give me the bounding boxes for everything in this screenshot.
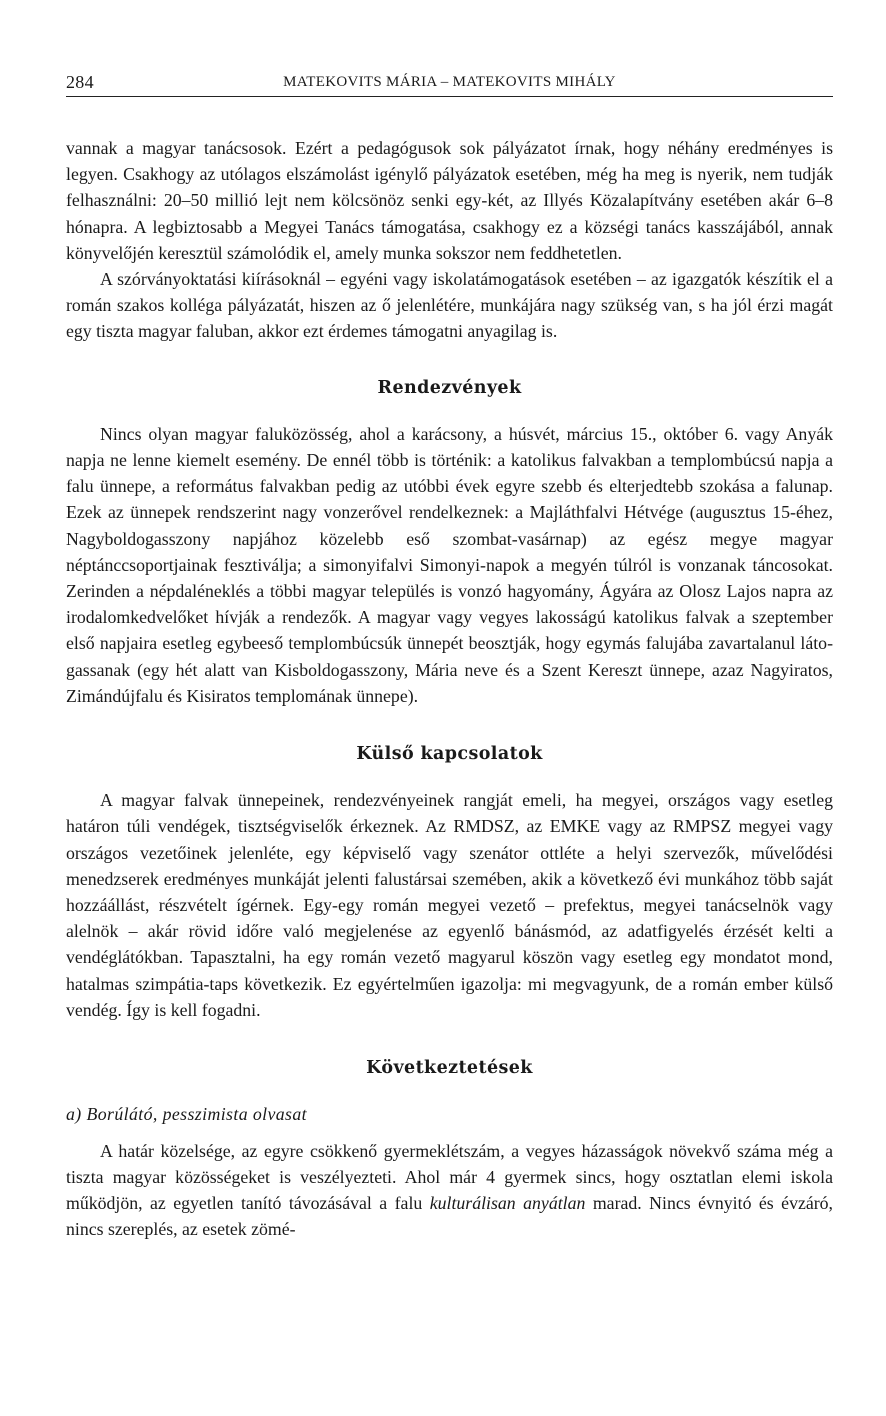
book-page (66, 70, 833, 1242)
paragraph (66, 1138, 833, 1243)
running-header (66, 70, 833, 97)
running-title: MATEKOVITS MÁRIA – MATEKOVITS MIHÁLY (283, 74, 616, 90)
section-heading-kulso-kapcsolatok: Külső kapcsolatok (356, 744, 543, 765)
paragraph: A szórványoktatási kiírásoknál – egyéni vagy iskolatámogatások esetében – az igazgatók készítik el a román szakos kolléga pályázatát, hiszen az ő jelenlétére, munkájára nagy szükség van, s ha jól érzi magát egy tiszta magyar faluban, akkor ezt érdemes támogatni anyagilag is. (66, 269, 833, 342)
body-text (66, 135, 833, 1242)
paragraph-text: marad. Nincs évnyitó és évzáró, nincs szereplés, az esetek zömé- (66, 1192, 834, 1240)
paragraph: Nincs olyan magyar faluközösség, ahol a karácsony, a húsvét, március 15., október 6. vagy Anyák napja ne lenne kiemelt esemény. De ennél több is történik: a katolikus falvakban a templombúcsú napja a falu ünnepe, a református falvakban pedig az utóbbi évek egyre szebb és elterjedtebb szokása a falunap. Ezek az ünnepek rendszerint nagy vonzerővel rendelkeznek: a Majláthfalvi Hétvége (augusztus 15-éhez, Nagyboldogasszony napjához közelebb eső szombat-vasárnap) az egész megye magyar néptánccsoportjainak fesztiválja; a simonyifalvi Simonyi-napok a megyén túlról is vonzanak táncosokat. Zerinden a népdaléneklés a többi magyar település is vonzó hagyomány, Ágyára az Olosz Lajos napra az irodalomkedvelőket hívják a rendezők. A magyar vagy vegyes lakosságú katolikus falvak a szeptember első napjaira esetleg egybeeső templombúcsúk ünnepét beosztják, hogy egymás falujába zavartalanul látogassanak (egy hét alatt van Kisboldogasszony, Mária neve és a Szent Kereszt ünnepe, azaz Nagyiratos, Zimándújfalu és Kisiratos templomának ünnepe). (66, 423, 833, 706)
section-heading-kovetkeztetesek: Következtetések (366, 1058, 533, 1079)
emphasized-text: kulturálisan anyátlan (429, 1192, 586, 1213)
subsection-heading: a) Borúlátó, pesszimista olvasat (66, 1104, 307, 1125)
paragraph-text: A határ közelsége, az egyre csökkenő gyermeklétszám, a vegyes házasságok növekvő száma még a tiszta magyar közösségeket is veszélyezteti. Ahol már 4 gyermek sincs, hogy osztatlan elemi iskola működjön, az egyetlen tanító távozásával a falu (66, 1140, 833, 1213)
paragraph: vannak a magyar tanácsosok. Ezért a pedagógusok sok pályázatot írnak, hogy néhány eredményes is legyen. Csakhogy az utólagos elszámolást igénylő pályázatok esetében, még ha meg is nyerik, nem tudják felhasználni: 20–50 millió lejt nem kölcsönöz senki egy-két, az Illyés Közalapítvány esetében akár 6–8 hónapra. A legbiztosabb a Megyei Tanács támogatása, csakhogy ez a községi tanács kasszájából, annak könyvelőjén keresztül számolódik el, amely munka sokszor nem feddhetetlen. (66, 138, 833, 263)
paragraph: A magyar falvak ünnepeinek, rendezvényeinek rangját emeli, ha megyei, országos vagy esetleg határon túli vendégek, tisztségviselők érkeznek. Az RMDSZ, az EMKE vagy az RMPSZ megyei vagy országos vezetőinek jelenléte, egy képviselő vagy szenátor ottléte a helyi szervezők, művelődési menedzserek eredményes munkáját jelenti falustársai szemében, akik a következő évi munkához több saját hozzáállást, részvételt ígérnek. Egy-egy román megyei vezető – prefektus, megyei tanácselnök vagy alelnök – akár rövid időre való megjelenése az egyenlő bánásmód, az adatfigyelés érzését kelti a vendéglátókban. Tapasztalni, ha egy román vezető magyarul köszön vagy esetleg egy mondatot mond, hatalmas szimpátia-taps következik. Ez egyértelműen igazolja: mi megvagyunk, de a román ember külső vendég. Így is kell fogadni. (66, 790, 833, 1020)
page-number: 284 (66, 72, 94, 92)
section-heading-rendezvenyek: Rendezvények (377, 377, 522, 398)
